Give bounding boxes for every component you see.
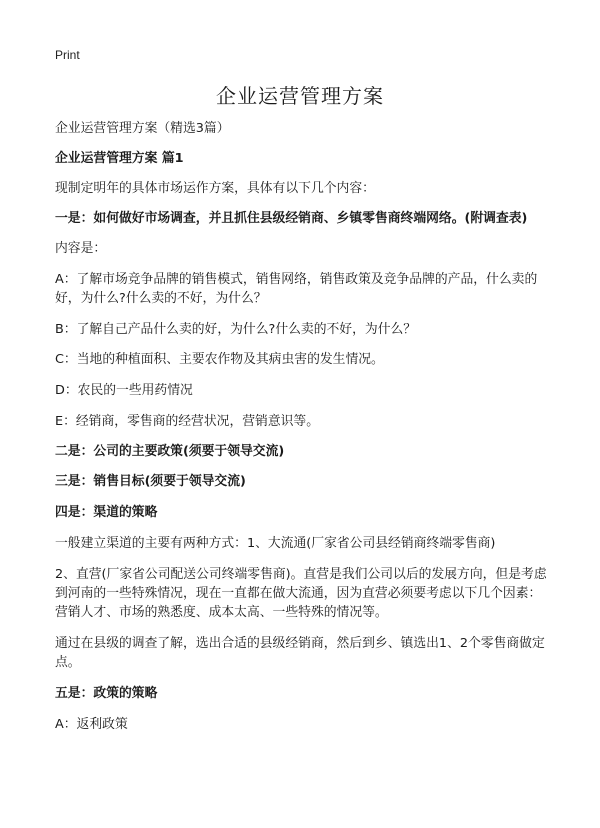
body-paragraph: 通过在县级的调查了解，选出合适的县级经销商，然后到乡、镇选出1、2个零售商做定点。 — [55, 636, 545, 670]
section-heading: 五是：政策的策略 — [55, 686, 158, 701]
body-paragraph: A：返利政策 — [55, 717, 128, 732]
section-heading: 一是：如何做好市场调查，并且抓住县级经销商、乡镇零售商终端网络。(附调查表) — [55, 211, 528, 226]
body-paragraph: 一般建立渠道的主要有两种方式：1、大流通(厂家省公司县经销商终端零售商) — [55, 536, 496, 551]
body-paragraph: 企业运营管理方案（精选3篇） — [55, 121, 230, 136]
body-paragraph: 现制定明年的具体市场运作方案，具体有以下几个内容： — [55, 181, 375, 196]
body-paragraph: A：了解市场竞争品牌的销售模式，销售网络，销售政策及竞争品牌的产品，什么卖的好，为什么?什么卖的不好，为什么？ — [55, 272, 538, 306]
body-paragraph: D：农民的一些用药情况 — [55, 383, 193, 398]
section-heading: 三是：销售目标(须要于领导交流) — [55, 474, 246, 489]
body-paragraph: B：了解自己产品什么卖的好，为什么?什么卖的不好，为什么？ — [55, 322, 417, 337]
body-paragraph: E：经销商，零售商的经营状况，营销意识等。 — [55, 414, 320, 429]
document-title: 企业运营管理方案 — [216, 84, 384, 108]
section-heading: 企业运营管理方案 篇1 — [55, 151, 184, 166]
body-paragraph: 内容是： — [55, 241, 107, 256]
document-body — [55, 119, 553, 734]
section-heading: 四是：渠道的策略 — [55, 505, 158, 520]
section-heading: 二是：公司的主要政策(须要于领导交流) — [55, 444, 285, 459]
body-paragraph: 2、直营(厂家省公司配送公司终端零售商)。直营是我们公司以后的发展方向，但是考虑到河南的一些特殊情况，现在一直都在做大流通，因为直营必须要考虑以下几个因素：营销人才、市场的熟悉度、成本太高、一些特殊的情况等。 — [55, 567, 547, 620]
print-label: Print — [55, 48, 80, 62]
body-paragraph: C：当地的种植面积、主要农作物及其病虫害的发生情况。 — [55, 352, 384, 367]
